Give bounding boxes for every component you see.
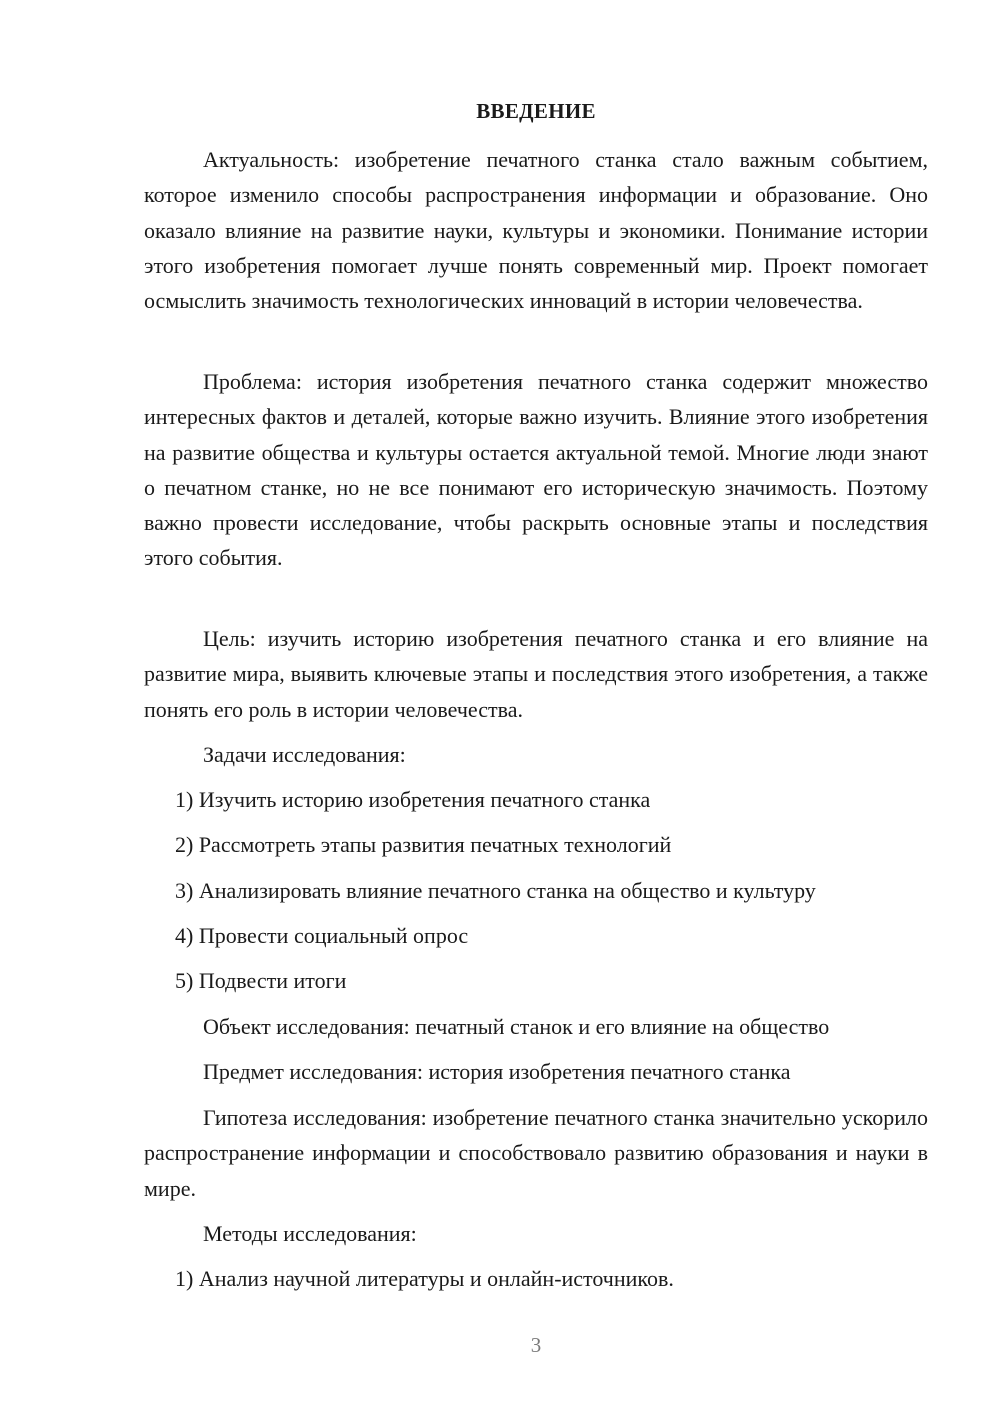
hypothesis-paragraph: Гипотеза исследования: изобретение печатного станка значительно ускорило распространение информации и способствовало развитию образования и науки в мире.	[144, 1105, 928, 1201]
task-item-1: 1) Изучить историю изобретения печатного станка	[175, 787, 651, 812]
method-item-1: 1) Анализ научной литературы и онлайн-источников.	[175, 1266, 674, 1291]
goal-paragraph: Цель: изучить историю изобретения печатного станка и его влияние на развитие мира, выявить ключевые этапы и последствия этого изобретения, а также понять его роль в истории человечества.	[144, 626, 928, 722]
research-subject: Предмет исследования: история изобретения печатного станка	[203, 1059, 791, 1084]
task-item-2: 2) Рассмотреть этапы развития печатных технологий	[175, 832, 672, 857]
page-number: 3	[530, 1333, 542, 1357]
task-item-3: 3) Анализировать влияние печатного станка на общество и культуру	[175, 878, 816, 903]
task-item-4: 4) Провести социальный опрос	[175, 923, 469, 948]
section-heading: ВВЕДЕНИЕ	[476, 99, 596, 123]
methods-title: Методы исследования:	[203, 1221, 417, 1246]
research-object: Объект исследования: печатный станок и его влияние на общество	[203, 1014, 830, 1039]
task-item-5: 5) Подвести итоги	[175, 968, 347, 993]
problem-paragraph: Проблема: история изобретения печатного станка содержит множество интересных фактов и деталей, которые важно изучить. Влияние этого изобретения на развитие общества и культуры остается актуальной темой. Многие люди знают о печатном станке, но не все понимают его историческую значимость. Поэтому важно провести исследование, чтобы раскрыть основные этапы и последствия этого события.	[144, 369, 928, 571]
relevance-paragraph: Актуальность: изобретение печатного станка стало важным событием, которое изменило способы распространения информации и образование. Оно оказало влияние на развитие науки, культуры и экономики. Понимание истории этого изобретения помогает лучше понять современный мир. Проект помогает осмыслить значимость технологических инноваций в истории человечества.	[144, 147, 928, 314]
tasks-title: Задачи исследования:	[203, 742, 406, 767]
